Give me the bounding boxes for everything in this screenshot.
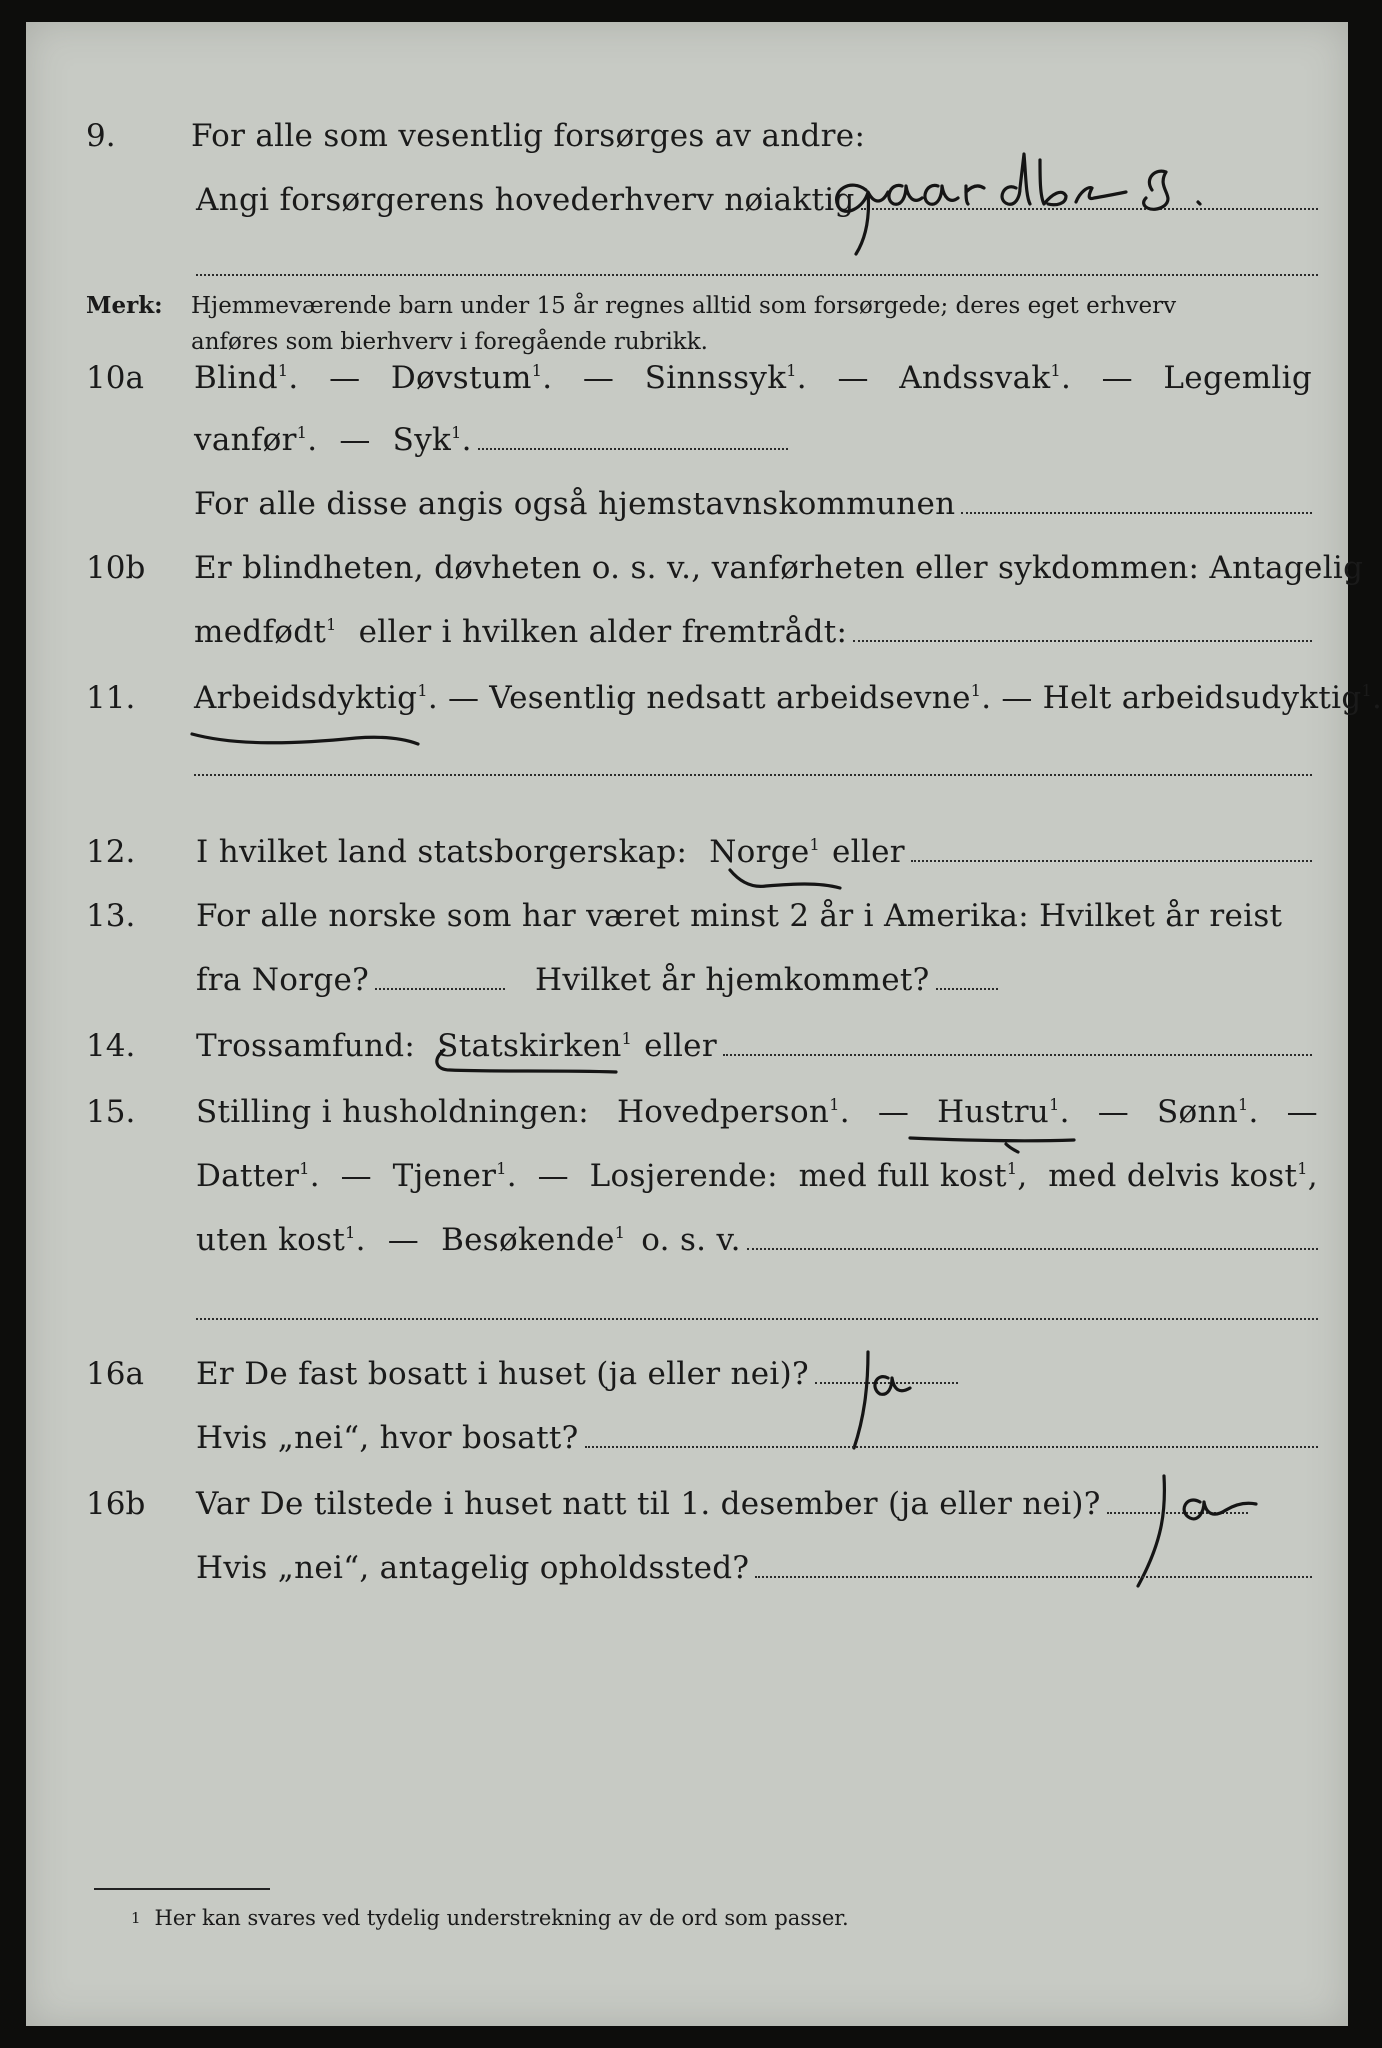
q15-continuation-line xyxy=(196,1318,1318,1320)
q15-osv: o. s. v. xyxy=(641,1222,741,1258)
dash: — xyxy=(1001,680,1033,716)
q10b-line1-text: Er blindheten, døvheten o. s. v., vanførheten eller sykdommen: Antagelig xyxy=(194,550,1364,586)
footnote xyxy=(131,1906,849,1930)
q10a-blind: Blind$^1$. xyxy=(194,360,299,396)
q16a-bosatt-field[interactable] xyxy=(585,1446,1318,1448)
dash: — xyxy=(537,1158,569,1194)
q10a-syk-field[interactable] xyxy=(478,448,788,450)
q12-norge[interactable]: Norge$^1$ xyxy=(709,834,821,870)
dash: — xyxy=(582,360,615,396)
form-body xyxy=(26,22,1382,2026)
q11-line xyxy=(194,680,1382,716)
q15-tjener[interactable]: Tjener$^1$. xyxy=(392,1158,517,1194)
q14-line xyxy=(196,1028,1312,1064)
q15-besokende[interactable]: Besøkende$^1$ xyxy=(441,1222,626,1258)
q15-full-kost[interactable]: med full kost$^1$, xyxy=(798,1158,1028,1194)
q16b-opholdssted-field[interactable] xyxy=(755,1576,1312,1578)
q16b-answer-field[interactable] xyxy=(1107,1512,1248,1514)
q12-line xyxy=(196,834,1312,870)
q12-field[interactable] xyxy=(911,860,1312,862)
footnote-mark: 1 xyxy=(131,1909,141,1927)
q15-text: Stilling i husholdningen: xyxy=(196,1094,589,1130)
q15-handwritten-underline xyxy=(906,1128,1086,1158)
dash: — xyxy=(387,1222,420,1258)
dash: — xyxy=(1097,1094,1130,1130)
q12-eller: eller xyxy=(832,834,905,870)
q10b-field[interactable] xyxy=(853,640,1312,642)
q10a-hjemstavn-text: For alle disse angis også hjemstavnskommunen xyxy=(194,486,956,522)
q16b-number: 16b xyxy=(86,1486,146,1522)
q10a-line3 xyxy=(194,486,1312,522)
q16b-line1-text: Var De tilstede i huset natt til 1. desember (ja eller nei)? xyxy=(196,1486,1101,1522)
dash: — xyxy=(1286,1094,1318,1130)
dash: — xyxy=(329,360,361,396)
q10a-line2 xyxy=(194,422,788,458)
dash: — xyxy=(340,1158,372,1194)
q10a-hjemstavn-field[interactable] xyxy=(961,512,1312,514)
q16a-answer-field[interactable] xyxy=(815,1382,958,1384)
dash: — xyxy=(837,360,869,396)
dash: — xyxy=(1101,360,1133,396)
q15-line2 xyxy=(196,1158,1318,1194)
q15-sonn[interactable]: Sønn$^1$. xyxy=(1157,1094,1259,1130)
merk-line1: Hjemmeværende barn under 15 år regnes alltid som forsørgede; deres eget erhverv xyxy=(191,293,1177,319)
q12-number: 12. xyxy=(86,834,136,870)
q14-eller: eller xyxy=(644,1028,717,1064)
q16a-line1-text: Er De fast bosatt i huset (ja eller nei)? xyxy=(196,1356,809,1392)
q9-line1-text: For alle som vesentlig forsørges av andre: xyxy=(191,118,866,154)
q10a-sinnssyk: Sinnssyk$^1$. xyxy=(644,360,807,396)
q10a-vanfor: vanfør$^1$. xyxy=(194,422,318,458)
q13-number: 13. xyxy=(86,898,136,934)
q11-nedsatt[interactable]: Vesentlig nedsatt arbeidsevne$^1$. xyxy=(489,680,992,716)
q10a-number: 10a xyxy=(86,360,144,396)
q10b-number: 10b xyxy=(86,550,146,586)
q16b-line2 xyxy=(196,1550,1312,1586)
q15-field[interactable] xyxy=(747,1248,1318,1250)
dash: — xyxy=(339,422,371,458)
q14-statskirken[interactable]: Statskirken$^1$ xyxy=(437,1028,633,1064)
dash: — xyxy=(877,1094,910,1130)
q15-line3 xyxy=(196,1222,1318,1258)
q10a-andssvak: Andssvak$^1$. xyxy=(899,360,1072,396)
merk-label: Merk: xyxy=(86,292,163,319)
footnote-text: Her kan svares ved tydelig understrekning av de ord som passer. xyxy=(154,1906,849,1930)
q10b-line2-text: eller i hvilken alder fremtrådt: xyxy=(358,614,848,650)
q13-line2 xyxy=(196,962,998,998)
merk-line2: anføres som bierhverv i foregående rubrikk. xyxy=(191,329,708,355)
q15-delvis-kost[interactable]: med delvis kost$^1$, xyxy=(1048,1158,1318,1194)
q9-line2-text: Angi forsørgerens hovederhverv nøiaktig xyxy=(196,182,855,218)
q14-number: 14. xyxy=(86,1028,136,1064)
q13-reist-text: fra Norge? xyxy=(196,962,370,998)
q9-answer-field[interactable] xyxy=(861,208,1318,210)
q16b-line1 xyxy=(196,1486,1248,1522)
q10b-line2 xyxy=(194,614,1312,650)
q13-line1-text: For alle norske som har været minst 2 år i Amerika: Hvilket år reist xyxy=(196,898,1283,934)
q16a-number: 16a xyxy=(86,1356,144,1392)
q15-uten-kost[interactable]: uten kost$^1$. xyxy=(196,1222,366,1258)
q9-line1 xyxy=(191,118,1318,154)
q10a-line1 xyxy=(194,360,1312,396)
q15-hovedperson[interactable]: Hovedperson$^1$. xyxy=(616,1094,850,1130)
census-form-page xyxy=(26,22,1382,2026)
q16a-line1 xyxy=(196,1356,958,1392)
q15-datter[interactable]: Datter$^1$. xyxy=(196,1158,320,1194)
q10b-medfodt: medfødt$^1$ xyxy=(194,614,337,650)
q11-handwritten-underline xyxy=(186,720,426,760)
q15-hustru[interactable]: Hustru$^1$. xyxy=(937,1094,1070,1130)
q12-text: I hvilket land statsborgerskap: xyxy=(196,834,688,870)
q10a-dovstum: Døvstum$^1$. xyxy=(390,360,553,396)
q9-number: 9. xyxy=(86,118,116,154)
q15-losjerende: Losjerende: xyxy=(589,1158,778,1194)
q10a-syk: Syk$^1$. xyxy=(392,422,472,458)
q10b-line1 xyxy=(194,550,1364,586)
q9-line2 xyxy=(196,182,1318,218)
q13-reist-field[interactable] xyxy=(375,988,505,990)
q10a-legemlig: Legemlig xyxy=(1163,360,1312,396)
merk-note xyxy=(86,288,1176,360)
q13-hjemkommet-field[interactable] xyxy=(936,988,998,990)
q11-continuation-line xyxy=(194,774,1312,776)
q13-line1 xyxy=(196,898,1312,934)
footnote-rule xyxy=(94,1888,270,1890)
q15-number: 15. xyxy=(86,1094,136,1130)
q11-arbeidsdyktig[interactable]: Arbeidsdyktig$^1$. xyxy=(194,680,438,716)
q11-number: 11. xyxy=(86,680,136,716)
q16a-line2-text: Hvis „nei“, hvor bosatt? xyxy=(196,1420,579,1456)
q9-continuation-line xyxy=(196,274,1318,276)
q11-udyktig[interactable]: Helt arbeidsudyktig$^1$. xyxy=(1042,680,1382,716)
q16b-line2-text: Hvis „nei“, antagelig opholdssted? xyxy=(196,1550,750,1586)
q15-line1 xyxy=(196,1094,1318,1130)
q16a-line2 xyxy=(196,1420,1318,1456)
q14-text: Trossamfund: xyxy=(196,1028,416,1064)
q13-hjemkommet-text: Hvilket år hjemkommet? xyxy=(535,962,930,998)
dash: — xyxy=(447,680,480,716)
q14-field[interactable] xyxy=(723,1054,1312,1056)
